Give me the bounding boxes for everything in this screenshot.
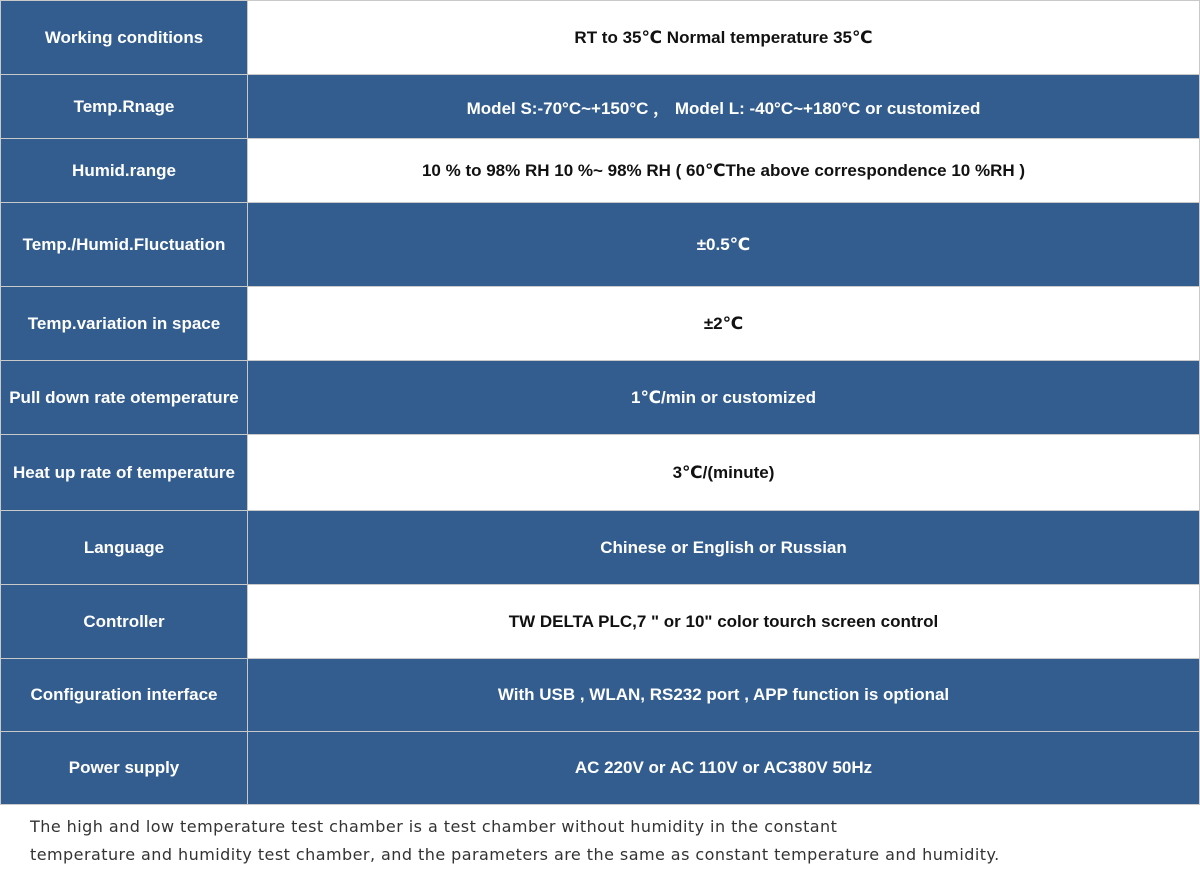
spec-label: Configuration interface [1,659,248,732]
spec-label: Temp./Humid.Fluctuation [1,203,248,287]
spec-label: Power supply [1,732,248,805]
spec-row-temp-variation [1,287,1200,361]
spec-row-power-supply [1,732,1200,805]
spec-value: ±2℃ [248,287,1200,361]
spec-value: 10 % to 98% RH 10 %~ 98% RH ( 60℃The above correspondence 10 %RH ) [248,139,1200,203]
spec-label: Controller [1,585,248,659]
spec-value: 1℃/min or customized [248,361,1200,435]
footnote [30,813,1170,869]
footnote-line-2: temperature and humidity test chamber, and the parameters are the same as constant temperature and humidity. [30,845,1000,864]
footnote-line-1: The high and low temperature test chamber is a test chamber without humidity in the constant [30,817,838,836]
spec-row-humid-range [1,139,1200,203]
spec-label: Language [1,511,248,585]
spec-row-language [1,511,1200,585]
spec-label: Humid.range [1,139,248,203]
spec-label: Working conditions [1,1,248,75]
spec-value: Chinese or English or Russian [248,511,1200,585]
spec-label: Heat up rate of temperature [1,435,248,511]
spec-label: Temp.variation in space [1,287,248,361]
spec-row-heat-up-rate [1,435,1200,511]
spec-value: ±0.5℃ [248,203,1200,287]
spec-row-pull-down-rate [1,361,1200,435]
spec-value: TW DELTA PLC,7 " or 10" color tourch screen control [248,585,1200,659]
spec-value: With USB , WLAN, RS232 port , APP function is optional [248,659,1200,732]
spec-label: Temp.Rnage [1,75,248,139]
spec-label: Pull down rate otemperature [1,361,248,435]
spec-row-controller [1,585,1200,659]
spec-row-working-conditions [1,1,1200,75]
spec-row-fluctuation [1,203,1200,287]
spec-row-temp-range [1,75,1200,139]
spec-value: RT to 35℃ Normal temperature 35℃ [248,1,1200,75]
spec-value: AC 220V or AC 110V or AC380V 50Hz [248,732,1200,805]
spec-value: 3℃/(minute) [248,435,1200,511]
spec-value: Model S:-70°C~+150°C ， Model L: -40°C~+180°C or customized [248,75,1200,139]
spec-row-configuration-interface [1,659,1200,732]
